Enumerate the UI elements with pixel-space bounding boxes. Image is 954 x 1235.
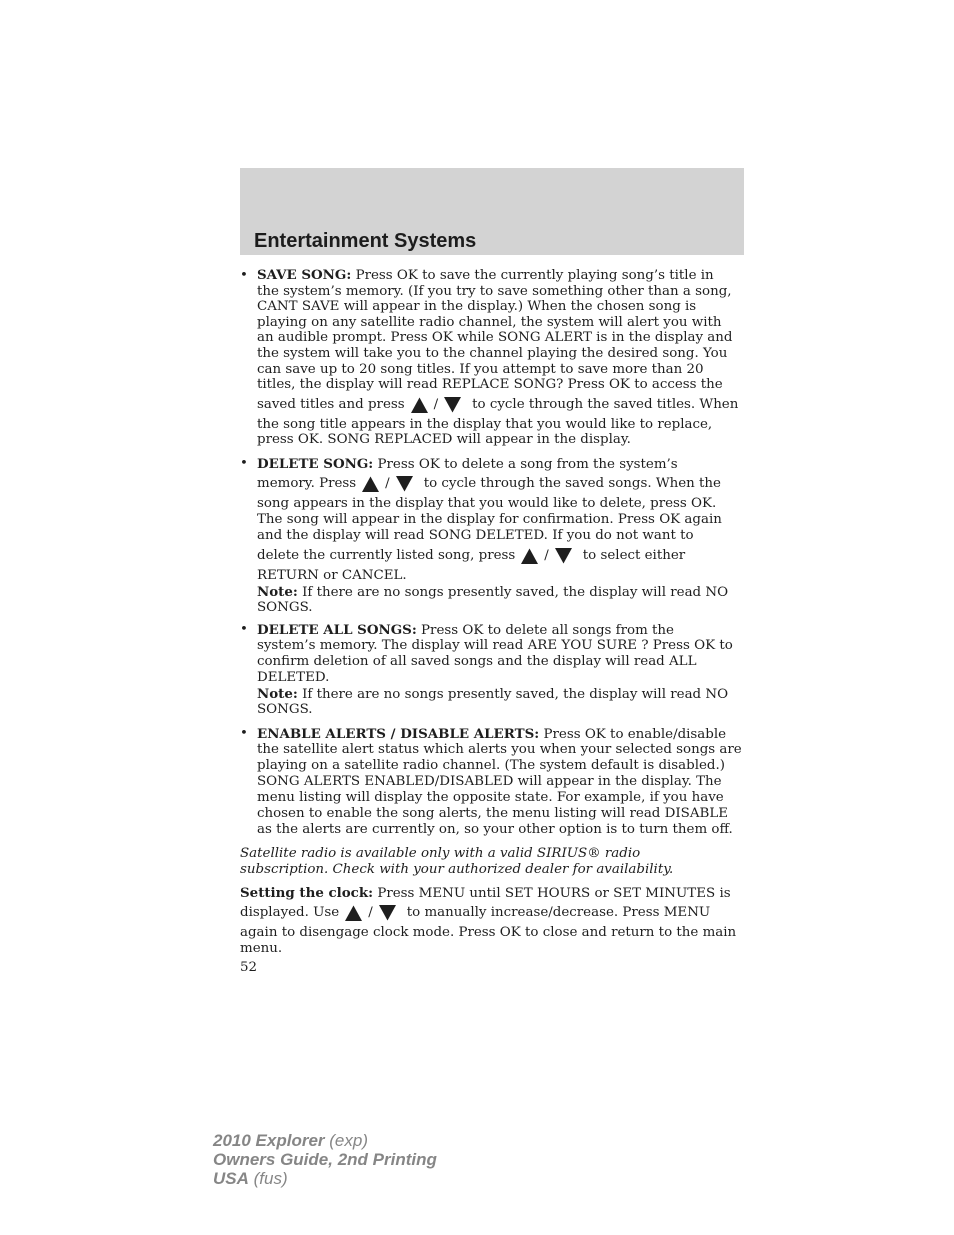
text-line: again to disengage clock mode. Press OK to close and return to the main <box>240 925 737 940</box>
text-run: If there are no songs presently saved, the display will read NO <box>302 687 729 702</box>
notice-line: Satellite radio is available only with a valid SIRIUS® radio <box>240 846 641 861</box>
text-line: chosen to enable the song alerts, the menu listing will read DISABLE <box>257 806 729 821</box>
text-line: song appears in the display that you would like to delete, press OK. <box>257 496 717 511</box>
text-line: as the alerts are currently on, so your other option is to turn them off. <box>257 822 733 837</box>
footer-market-code: (fus) <box>253 1169 288 1188</box>
page-number: 52 <box>240 960 258 975</box>
save-song-section <box>240 268 750 448</box>
text-run: If there are no songs presently saved, the display will read NO <box>302 585 729 600</box>
text-line: the song title appears in the display that you would like to replace, <box>257 416 713 432</box>
text-line: press OK. SONG REPLACED will appear in the display. <box>257 432 631 448</box>
note-line: SONGS. <box>257 702 313 717</box>
text-run: to cycle through the saved songs. When the <box>423 476 721 491</box>
up-arrow-icon <box>521 548 538 564</box>
item-label: ENABLE ALERTS / DISABLE ALERTS: <box>257 726 540 742</box>
document-footer <box>213 1131 437 1188</box>
text-line <box>257 622 750 638</box>
notice-line: subscription. Check with your authorized dealer for availability. <box>240 862 674 877</box>
text-line-with-arrows <box>257 393 750 417</box>
down-arrow-icon <box>444 397 461 413</box>
text-run: saved titles and press <box>257 396 405 412</box>
paragraph-label: Setting the clock: <box>240 885 374 901</box>
item-label: DELETE ALL SONGS: <box>257 622 417 638</box>
text-run: to select either <box>582 548 686 563</box>
section-header-band <box>240 168 744 255</box>
note-line: SONGS. <box>257 600 313 615</box>
text-line: an audible prompt. Press OK while SONG ALERT is in the display and <box>257 330 733 346</box>
text-run: displayed. Use <box>240 905 340 920</box>
enable-alerts-section <box>240 726 750 838</box>
satellite-notice <box>240 846 750 878</box>
page-number-block <box>240 960 750 976</box>
arrow-separator: / <box>544 548 549 563</box>
text-line: DELETED. <box>257 670 330 685</box>
text-line: CANT SAVE will appear in the display.) When the chosen song is <box>257 299 697 315</box>
text-run: memory. Press <box>257 476 357 491</box>
down-arrow-icon <box>555 548 572 564</box>
bullet-item <box>240 268 750 448</box>
text-line: menu listing will display the opposite state. For example, if you have <box>257 790 724 805</box>
text-line: system’s memory. The display will read ARE YOU SURE ? Press OK to <box>257 638 733 653</box>
footer-model-code: (exp) <box>329 1131 368 1150</box>
text-line <box>240 885 750 901</box>
text-line: and the display will read SONG DELETED. If you do not want to <box>257 528 694 543</box>
arrow-separator: / <box>368 905 373 920</box>
footer-guide: Owners Guide, 2nd Printing <box>213 1150 437 1169</box>
item-label: SAVE SONG: <box>257 267 352 283</box>
text-run: delete the currently listed song, press <box>257 548 516 563</box>
text-line: the satellite alert status which alerts you when your selected songs are <box>257 742 742 757</box>
text-line-with-arrows <box>240 901 750 925</box>
text-line: confirm deletion of all saved songs and the display will read ALL <box>257 654 697 669</box>
text-run: Press MENU until SET HOURS or SET MINUTES is <box>377 886 731 901</box>
text-line: The song will appear in the display for confirmation. Press OK again <box>257 512 722 527</box>
footer-market-line <box>213 1169 437 1188</box>
up-arrow-icon <box>362 476 379 492</box>
item-label: DELETE SONG: <box>257 456 374 472</box>
bullet-icon: • <box>240 456 248 471</box>
text-line: menu. <box>240 941 283 956</box>
text-run: Press OK to delete all songs from the <box>421 623 674 638</box>
delete-song-section <box>240 456 750 616</box>
text-run: to cycle through the saved titles. When <box>472 396 739 412</box>
text-line: the system’s memory. (If you try to save something other than a song, <box>257 283 732 299</box>
note-line <box>257 686 750 702</box>
down-arrow-icon <box>379 905 396 921</box>
bullet-item <box>240 622 750 718</box>
text-run: Press OK to enable/disable <box>543 727 727 742</box>
footer-model-line <box>213 1131 437 1150</box>
text-line <box>257 268 750 284</box>
setting-clock-paragraph <box>240 885 750 957</box>
text-line-with-arrows <box>257 472 750 496</box>
section-title: Entertainment Systems <box>254 230 477 252</box>
note-label: Note: <box>257 686 298 702</box>
text-line <box>257 726 750 742</box>
up-arrow-icon <box>411 397 428 413</box>
footer-guide-line <box>213 1150 437 1169</box>
bullet-icon: • <box>240 622 248 637</box>
down-arrow-icon <box>396 476 413 492</box>
bullet-item <box>240 726 750 838</box>
text-run: to manually increase/decrease. Press MENU <box>406 905 711 920</box>
up-arrow-icon <box>345 905 362 921</box>
text-line: the system will take you to the channel playing the desired song. You <box>257 345 728 361</box>
text-run: Press OK to delete a song from the system’s <box>377 457 678 472</box>
note-line <box>257 584 750 600</box>
text-line: RETURN or CANCEL. <box>257 568 407 583</box>
delete-all-songs-section <box>240 622 750 718</box>
text-line: can save up to 20 song titles. If you attempt to save more than 20 <box>257 361 704 377</box>
arrow-separator: / <box>433 396 439 412</box>
bullet-icon: • <box>240 268 248 283</box>
text-line-with-arrows <box>257 544 750 568</box>
note-label: Note: <box>257 584 298 600</box>
text-run: Press OK to save the currently playing song’s title in <box>355 268 714 283</box>
text-line: playing on a satellite radio channel. (The system default is disabled.) <box>257 758 725 773</box>
text-line: SONG ALERTS ENABLED/DISABLED will appear in the display. The <box>257 774 722 789</box>
text-line: titles, the display will read REPLACE SONG? Press OK to access the <box>257 377 723 393</box>
bullet-icon: • <box>240 726 248 741</box>
text-line <box>257 456 750 472</box>
footer-model: 2010 Explorer <box>213 1131 325 1150</box>
footer-market: USA <box>213 1169 249 1188</box>
bullet-item <box>240 456 750 616</box>
arrow-separator: / <box>385 476 390 491</box>
text-line: playing on any satellite radio channel, the system will alert you with <box>257 314 722 330</box>
